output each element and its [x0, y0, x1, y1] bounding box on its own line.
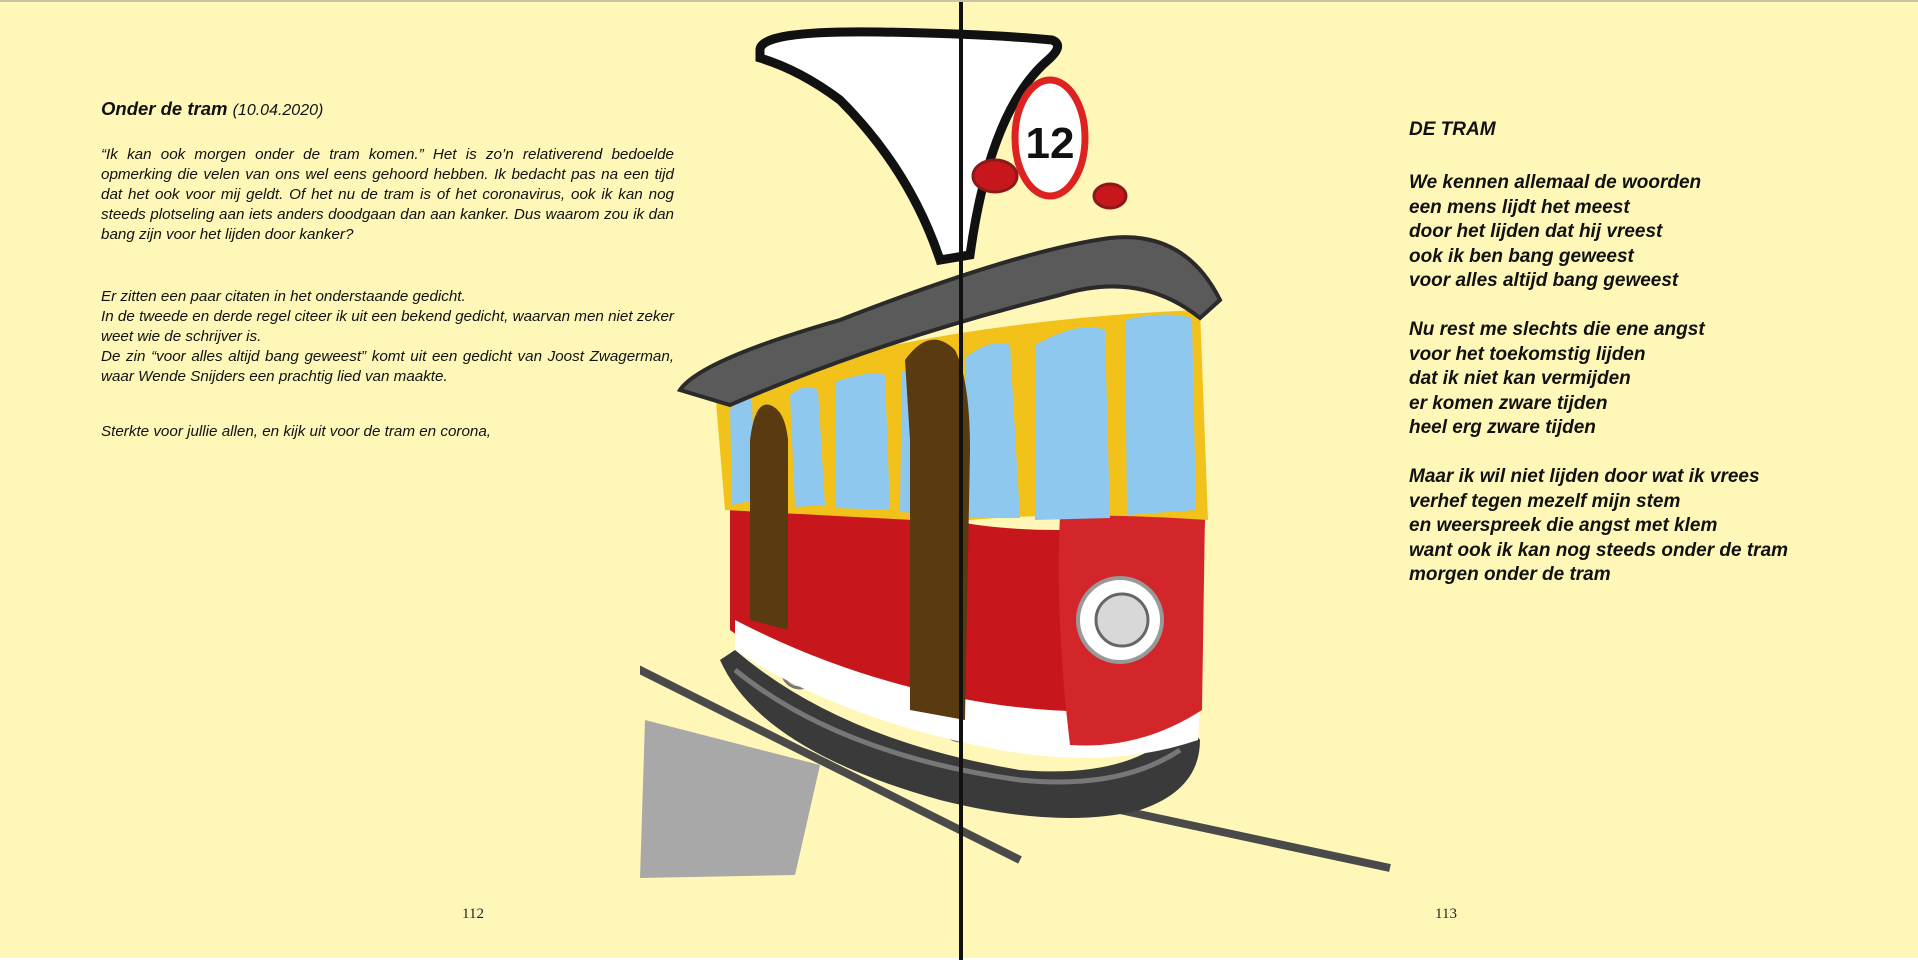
essay-paragraph-2 — [101, 287, 674, 387]
poem-line: dat ik niet kan vermijden — [1409, 368, 1631, 389]
roof-lamp-left — [973, 160, 1017, 192]
essay-paragraph-2-line-1: Er zitten een paar citaten in het onderstaande gedicht. — [101, 288, 466, 305]
poem — [1409, 171, 1788, 588]
tram-number: 12 — [1025, 119, 1075, 168]
poem-line: en weerspreek die angst met klem — [1409, 515, 1718, 536]
book-gutter — [959, 2, 963, 960]
poem-line: door het lijden dat hij vreest — [1409, 221, 1663, 242]
poem-line: Nu rest me slechts die ene angst — [1409, 319, 1705, 340]
poem-line: Maar ik wil niet lijden door wat ik vrees — [1409, 466, 1760, 487]
essay-paragraph-2-line-3: De zin “voor alles altijd bang geweest” komt uit een gedicht van Joost Zwagerman, waar Wende Snijders een prachtig lied van maakte. — [101, 348, 674, 385]
poem-line: heel erg zware tijden — [1409, 417, 1596, 438]
roof-lamp-right — [1094, 184, 1126, 208]
essay-paragraph-2-line-2: In de tweede en derde regel citeer ik uit een bekend gedicht, waarvan men niet zeker weet wie de schrijver is. — [101, 308, 674, 345]
rail-right — [1120, 810, 1390, 868]
poem-line: voor alles altijd bang geweest — [1409, 270, 1679, 291]
poem-line: er komen zware tijden — [1409, 392, 1608, 414]
poem-line: ook ik ben bang geweest — [1409, 245, 1634, 267]
essay-paragraph-1: “Ik kan ook morgen onder de tram komen.” Het is zo’n relativerend bedoelde opmerking die velen van ons wel eens gehoord hebben. Ik bedacht pas na een tijd dat het ook voor mij geldt. Of het nu de tram is of het coronavirus, ook ik kan nog steeds plotseling aan iets anders doodgaan dan aan kanker. Dus waarom zou ik dan bang zijn voor het lijden door kanker? — [101, 146, 674, 243]
poem-line: We kennen allemaal de woorden — [1409, 172, 1702, 193]
poem-line: voor het toekomstig lijden — [1409, 343, 1646, 365]
essay-date: (10.04.2020) — [232, 102, 324, 119]
poem-title: DE TRAM — [1409, 119, 1496, 140]
poem-line: verhef tegen mezelf mijn stem — [1409, 490, 1681, 512]
poem-line: want ook ik kan nog steeds onder de tram — [1409, 539, 1789, 561]
poem-line: een mens lijdt het meest — [1409, 196, 1630, 218]
tram-door-rear — [750, 404, 788, 630]
stanza-break — [1409, 294, 1788, 319]
tram-illustration — [640, 20, 1400, 890]
page-number-right: 113 — [1435, 906, 1457, 922]
page-number-left: 112 — [462, 906, 484, 922]
essay-title: Onder de tram (10.04.2020) — [101, 98, 324, 119]
stanza-break — [1409, 441, 1788, 466]
poem-line: morgen onder de tram — [1409, 564, 1611, 585]
essay-closing: Sterkte voor jullie allen, en kijk uit voor de tram en corona, — [101, 423, 492, 440]
tram-headlight-lens — [1096, 594, 1148, 646]
